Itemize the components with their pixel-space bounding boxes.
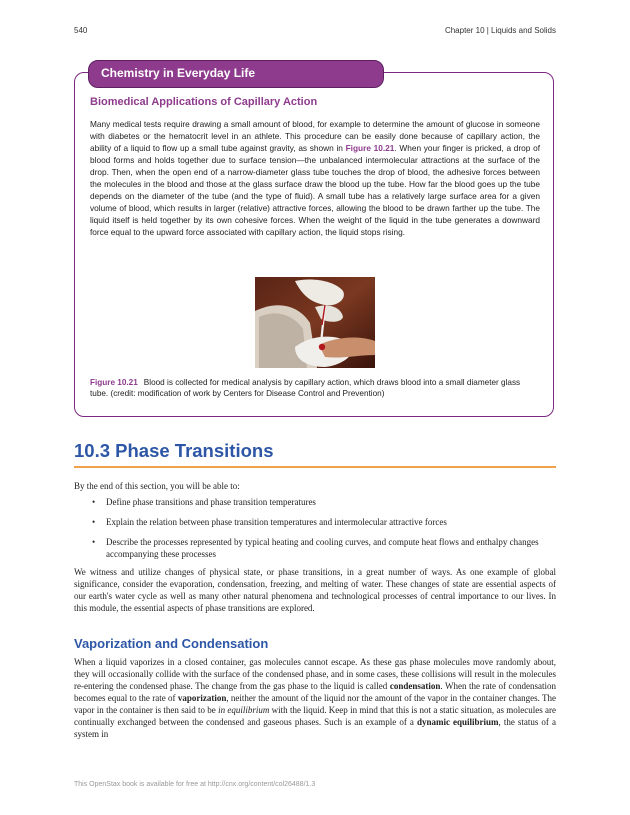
caption-label: Figure 10.21 (90, 378, 138, 387)
feature-body-text: Many medical tests require drawing a small amount of blood, for example to determine the amount of glucose in someone with diabetes or the hematocrit level in an athlete. This procedure can be easily done because of capillary action, the ability of a liquid to flow up a small tube against gravity, as shown in (90, 119, 540, 154)
figure-caption (90, 377, 530, 399)
term-condensation: condensation (389, 681, 441, 692)
caption-text: Blood is collected for medical analysis by capillary action, which draws blood into a small diameter glass tube. (credit: modification of work by Centers for Disease Control and Prevention) (90, 378, 521, 398)
vaporization-paragraph (74, 656, 556, 740)
intro-paragraph: We witness and utilize changes of physical state, or phase transitions, in a great number of ways. As one example of global significance, consider the evaporation, condensation, freezing, and melting of water. These changes of state are essential aspects of our earth's water cycle as well as many other natural phenomena and technological processes of central importance to our lives. In this module, the essential aspects of phase transitions are explored. (74, 567, 556, 614)
chapter-header: Chapter 10 | Liquids and Solids (444, 26, 556, 35)
objective-item: • Explain the relation between phase transition temperatures and intermolecular attractive forces (92, 516, 542, 528)
feature-tab: Chemistry in Everyday Life (88, 60, 384, 88)
subsection-title: Vaporization and Condensation (74, 636, 269, 651)
term-in-equilibrium: in equilibrium (218, 705, 270, 716)
objective-item: • Define phase transitions and phase transition temperatures (92, 496, 542, 508)
term-dynamic-equilibrium: dynamic equilibrium (416, 717, 499, 728)
objective-item: • Describe the processes represented by typical heating and cooling curves, and compute heat flows and enthalpy changes accompanying these processes (92, 536, 542, 560)
feature-body-text: . When your finger is pricked, a drop of blood forms and holds together due to surface tension—the unbalanced intermolecular attractions at the surface of the drop. Then, when the open end of a narrow-diameter glass tube touches the drop of blood, the adhesive forces between the molecules in the blood and those at the glass surface draw the blood up the tube. How far the blood goes up the tube depends on the diameter of the tube (and the type of fluid). A small tube has a relatively large surface area for a given volume of blood, which results in larger (relative) attractive forces, allowing the blood to be drawn farther up the tube. The liquid itself is held together by its own cohesive forces. When the weight of the liquid in the tube generates a downward force equal to the upward force associated with capillary action, the liquid stops rising. (90, 143, 541, 238)
paragraph-text: . When the rate of condensation becomes equal to the rate of (74, 681, 557, 704)
feature-body (90, 118, 540, 238)
paragraph-text: , neither the amount of the liquid nor the amount of the vapor in the container changes. The vapor in the container is then said to be (74, 693, 556, 716)
paragraph-text: with the liquid. Keep in mind that this is not a static situation, as molecules are continually exchanged between the condensed and gaseous phases. Such is an example of a (74, 705, 557, 728)
capillary-blood-photo (255, 277, 375, 368)
learning-objectives (92, 496, 542, 568)
section-divider (74, 466, 556, 468)
figure-reference-link[interactable]: Figure 10.21 (345, 143, 395, 154)
feature-title: Biomedical Applications of Capillary Action (90, 96, 318, 108)
paragraph-text: When a liquid vaporizes in a closed container, gas molecules cannot escape. As these gas phase molecules move randomly about, they will occasionally collide with the surface of the condensed phase, and in some cases, these collisions will result in the molecules re-entering the condensed phase. The change from the gas phase to the liquid is called (74, 657, 556, 692)
objectives-intro: By the end of this section, you will be able to: (74, 481, 240, 491)
page-number: 540 (74, 26, 88, 35)
paragraph-text: , the status of a system in (74, 717, 556, 740)
term-vaporization: vaporization (177, 693, 227, 704)
footer-note: This OpenStax book is available for free at http://cnx.org/content/col26488/1.3 (74, 781, 316, 788)
section-title: 10.3 Phase Transitions (74, 440, 274, 461)
